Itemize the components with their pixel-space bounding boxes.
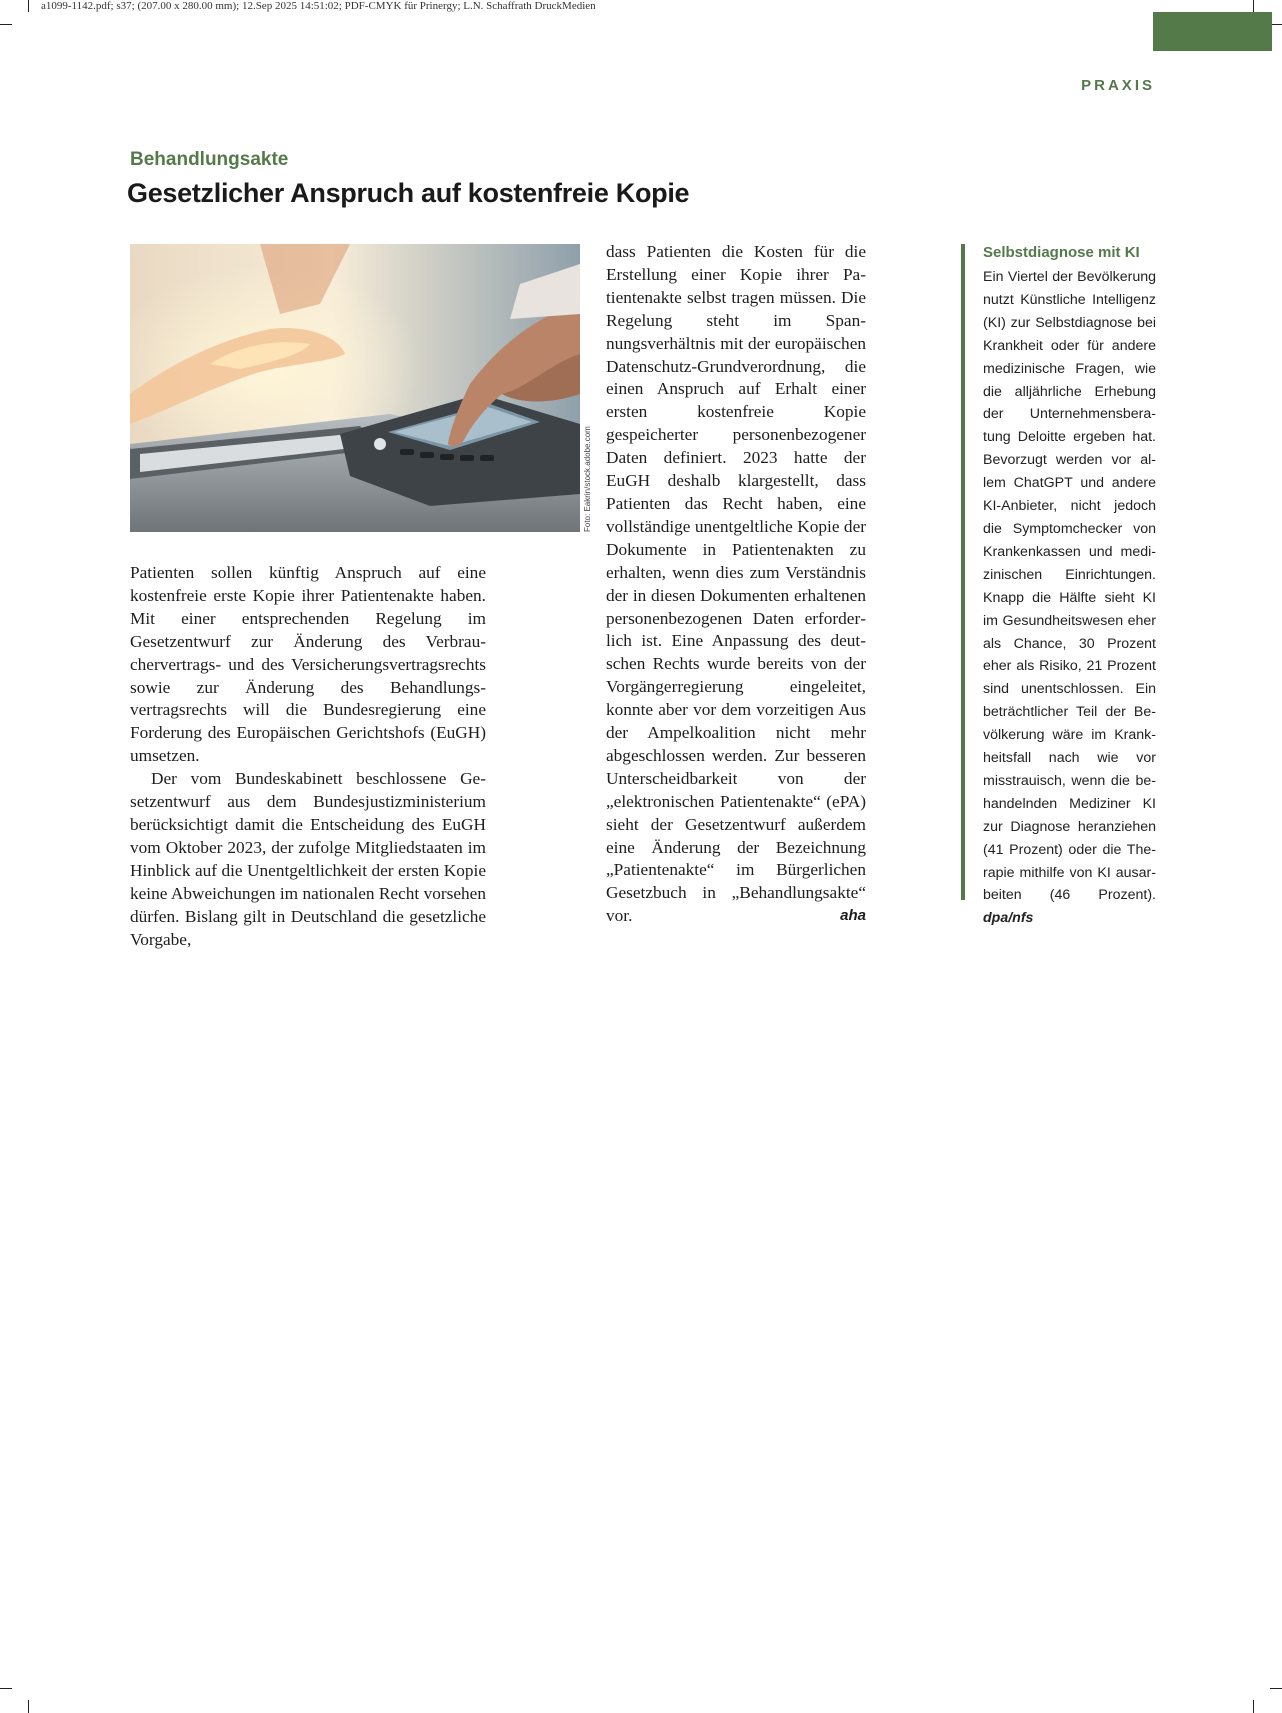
article-headline: Gesetzlicher Anspruch auf kostenfreie Kopie xyxy=(127,178,690,208)
article-paragraph-continued-text: dass Patienten die Kosten für die Erstellung einer Kopie ihrer Patientenakte selbst tragen müssen. Die Regelung steht im Spannungsverhältnis mit der europäischen Datenschutz-Grundverordnung, die einen Anspruch auf Erhalt einer ersten kostenfreie Kopie gespeicherter personenbezogener Daten definiert. 2023 hatte der EuGH deshalb klargestellt, dass Patienten das Recht haben, eine vollständige unentgeltliche Kopie der Dokumente in Patientenakten zu erhalten, wenn dies zum Verständnis der in diesen Dokumenten erhaltenen personenbezogenen Daten erforderlich ist. Eine Anpassung des deutschen Rechts wurde bereits von der Vorgängerregierung eingeleitet, konnte aber vor dem vorzeitigen Aus der Ampelkoalition nicht mehr abgeschlossen werden. Zur besseren Unterscheidbarkeit von der „elektronischen Patientenakte“ (ePA) sieht der Gesetzentwurf außerdem eine Änderung der Bezeichnung „Patientenakte“ im Bürgerlichen Gesetzbuch in „Behandlungsakte“ vor. xyxy=(606,242,866,926)
sidebar-body-text: Ein Viertel der Bevölkerung nutzt Künstliche Intelligenz (KI) zur Selbstdiagnose bei Krankheit oder für andere medizinische Fragen, wie die alljährliche Erhebung der Unternehmensberatung Deloitte ergeben hat. Bevorzugt werden vor allem ChatGPT und andere KI-Anbieter, nicht jedoch die Symptomchecker von Krankenkassen und medizinischen Einrichtungen. Knapp die Hälfte sieht KI im Gesundheitswesen eher als Chance, 30 Prozent eher als Risiko, 21 Prozent sind unentschlossen. Ein beträchtlicher Teil der Bevölkerung wäre im Krankheitsfall nach wie vor misstrauisch, wenn die behandelnden Mediziner KI zur Diagnose heranziehen (41 Prozent) oder die Therapie mithilfe von KI ausarbeiten (46 Prozent). xyxy=(983,269,1156,904)
sidebar-author: dpa/nfs xyxy=(983,910,1034,927)
crop-mark xyxy=(28,0,29,12)
sidebar-body xyxy=(983,266,1156,930)
crop-mark xyxy=(1270,1688,1282,1689)
print-slug: a1099-1142.pdf; s37; (207.00 x 280.00 mm); 12.Sep 2025 14:51:02; PDF-CMYK für Prinergy; L.N. Schaffrath DruckMedien xyxy=(41,0,596,12)
crop-mark xyxy=(1253,1700,1254,1713)
article-column-2 xyxy=(606,241,866,928)
article-paragraph: Patienten sollen künftig Anspruch auf eine kostenfreie erste Kopie ihrer Patientenakte haben. Mit einer entsprechenden Regelung im Gesetzentwurf zur Änderung des Verbrauchervertrags- und des Versicherungsvertragsrechts sowie zur Änderung des Behandlungsvertragsrechts will die Bundesregierung eine Forderung des Europäischen Gerichtshofs (EuGH) umsetzen. xyxy=(130,563,486,766)
sidebar-title: Selbstdiagnose mit KI xyxy=(983,244,1140,261)
photo-credit: Foto: Eakrin/stock.adobe.com xyxy=(583,426,592,532)
crop-mark xyxy=(0,1688,12,1689)
article-paragraph: Der vom Bundeskabinett beschlossene Gesetzentwurf aus dem Bundesjustizministerium berücksichtigt damit die Entscheidung des EuGH vom Oktober 2023, der zufolge Mitgliedstaaten im Hinblick auf die Unentgeltlichkeit der ersten Kopie keine Abweichungen im nationalen Recht vorsehen dürfen. Bislang gilt in Deutschland die gesetzliche Vorgabe, xyxy=(130,769,486,949)
sidebar-box xyxy=(961,244,1156,927)
section-color-tab xyxy=(1153,12,1272,51)
article-paragraph-continued xyxy=(606,241,866,928)
article-kicker: Behandlungsakte xyxy=(130,149,289,170)
article-column-1 xyxy=(130,562,486,951)
crop-mark xyxy=(28,1700,29,1713)
article-author: aha xyxy=(840,907,866,925)
crop-mark xyxy=(1253,0,1254,12)
copier-photo xyxy=(130,244,580,532)
crop-mark xyxy=(0,24,12,25)
section-rubric: PRAXIS xyxy=(1081,77,1155,94)
